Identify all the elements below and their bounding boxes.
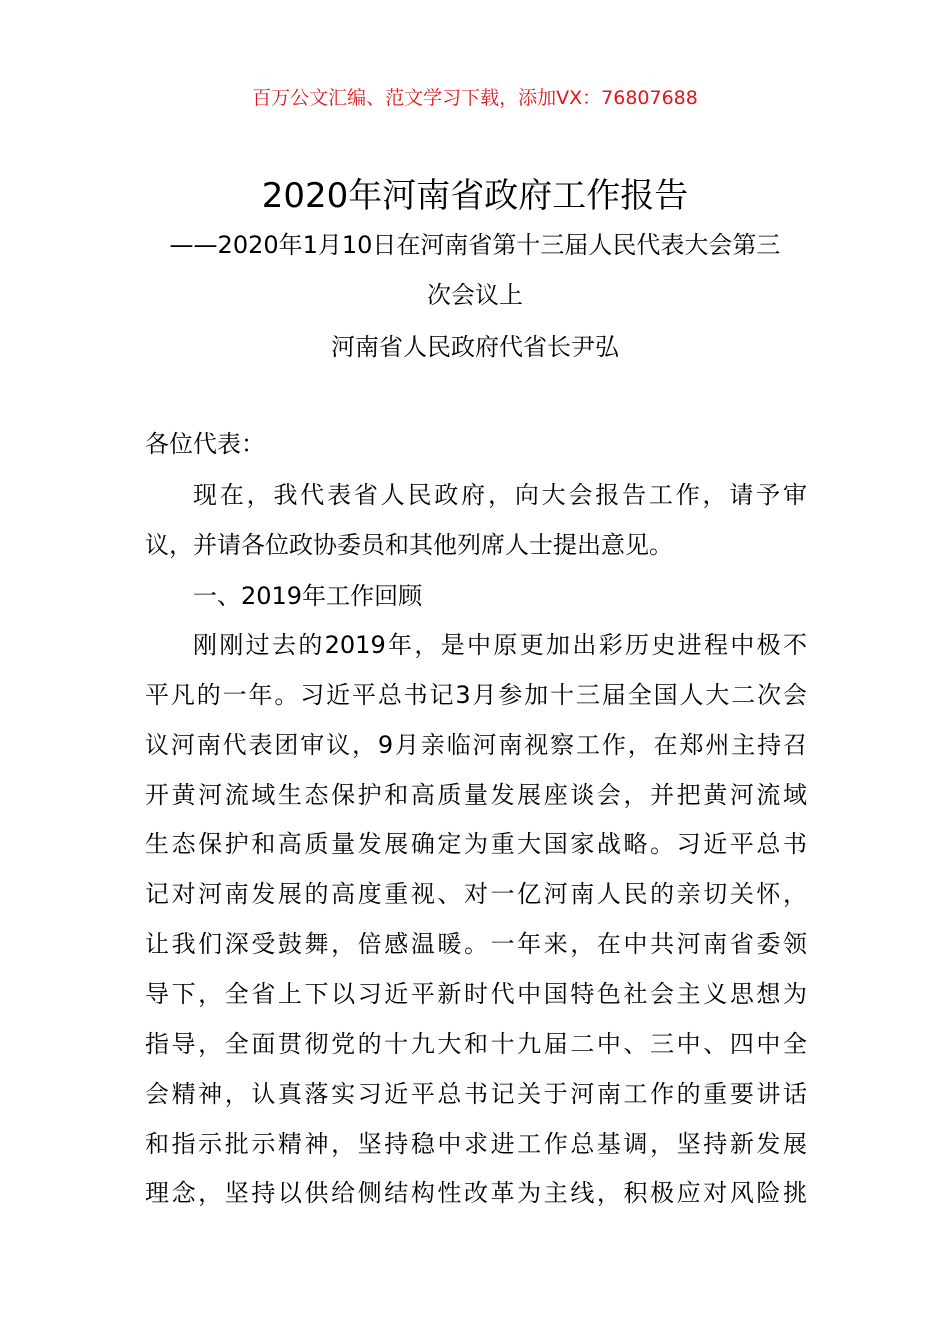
body-line-1: 刚刚过去的2019年，是中原更加出彩历史进程中极不 bbox=[193, 631, 807, 659]
speaker-line: 河南省人民政府代省长尹弘 bbox=[331, 333, 619, 361]
body-line-7: 让我们深受鼓舞，倍感温暖。一年来，在中共河南省委领 bbox=[145, 930, 807, 958]
body-line-10: 会精神，认真落实习近平总书记关于河南工作的重要讲话 bbox=[145, 1080, 807, 1108]
subtitle-line-1: ——2020年1月10日在河南省第十三届人民代表大会第三 bbox=[169, 231, 781, 259]
section-heading: 一、2019年工作回顾 bbox=[193, 582, 423, 610]
body-line-5: 生态保护和高质量发展确定为重大国家战略。习近平总书 bbox=[145, 830, 807, 858]
body-line-11: 和指示批示精神，坚持稳中求进工作总基调，坚持新发展 bbox=[145, 1130, 807, 1158]
body-line-4: 开黄河流域生态保护和高质量发展座谈会，并把黄河流域 bbox=[145, 781, 807, 809]
intro-line-2: 议，并请各位政协委员和其他列席人士提出意见。 bbox=[145, 531, 673, 559]
document-title: 2020年河南省政府工作报告 bbox=[261, 176, 689, 216]
body-line-8: 导下，全省上下以习近平新时代中国特色社会主义思想为 bbox=[145, 980, 807, 1008]
body-line-3: 议河南代表团审议，9月亲临河南视察工作，在郑州主持召 bbox=[145, 731, 807, 759]
body-line-6: 记对河南发展的高度重视、对一亿河南人民的亲切关怀， bbox=[145, 880, 807, 908]
salutation: 各位代表： bbox=[145, 430, 265, 458]
subtitle-line-2: 次会议上 bbox=[427, 281, 523, 309]
body-line-12: 理念，坚持以供给侧结构性改革为主线，积极应对风险挑 bbox=[145, 1179, 807, 1207]
intro-line-1: 现在，我代表省人民政府，向大会报告工作，请予审 bbox=[193, 481, 807, 509]
body-line-9: 指导，全面贯彻党的十九大和十九届二中、三中、四中全 bbox=[145, 1030, 807, 1058]
body-line-2: 平凡的一年。习近平总书记3月参加十三届全国人大二次会 bbox=[145, 681, 807, 709]
watermark-banner: 百万公文汇编、范文学习下载，添加VX：76807688 bbox=[252, 87, 698, 109]
